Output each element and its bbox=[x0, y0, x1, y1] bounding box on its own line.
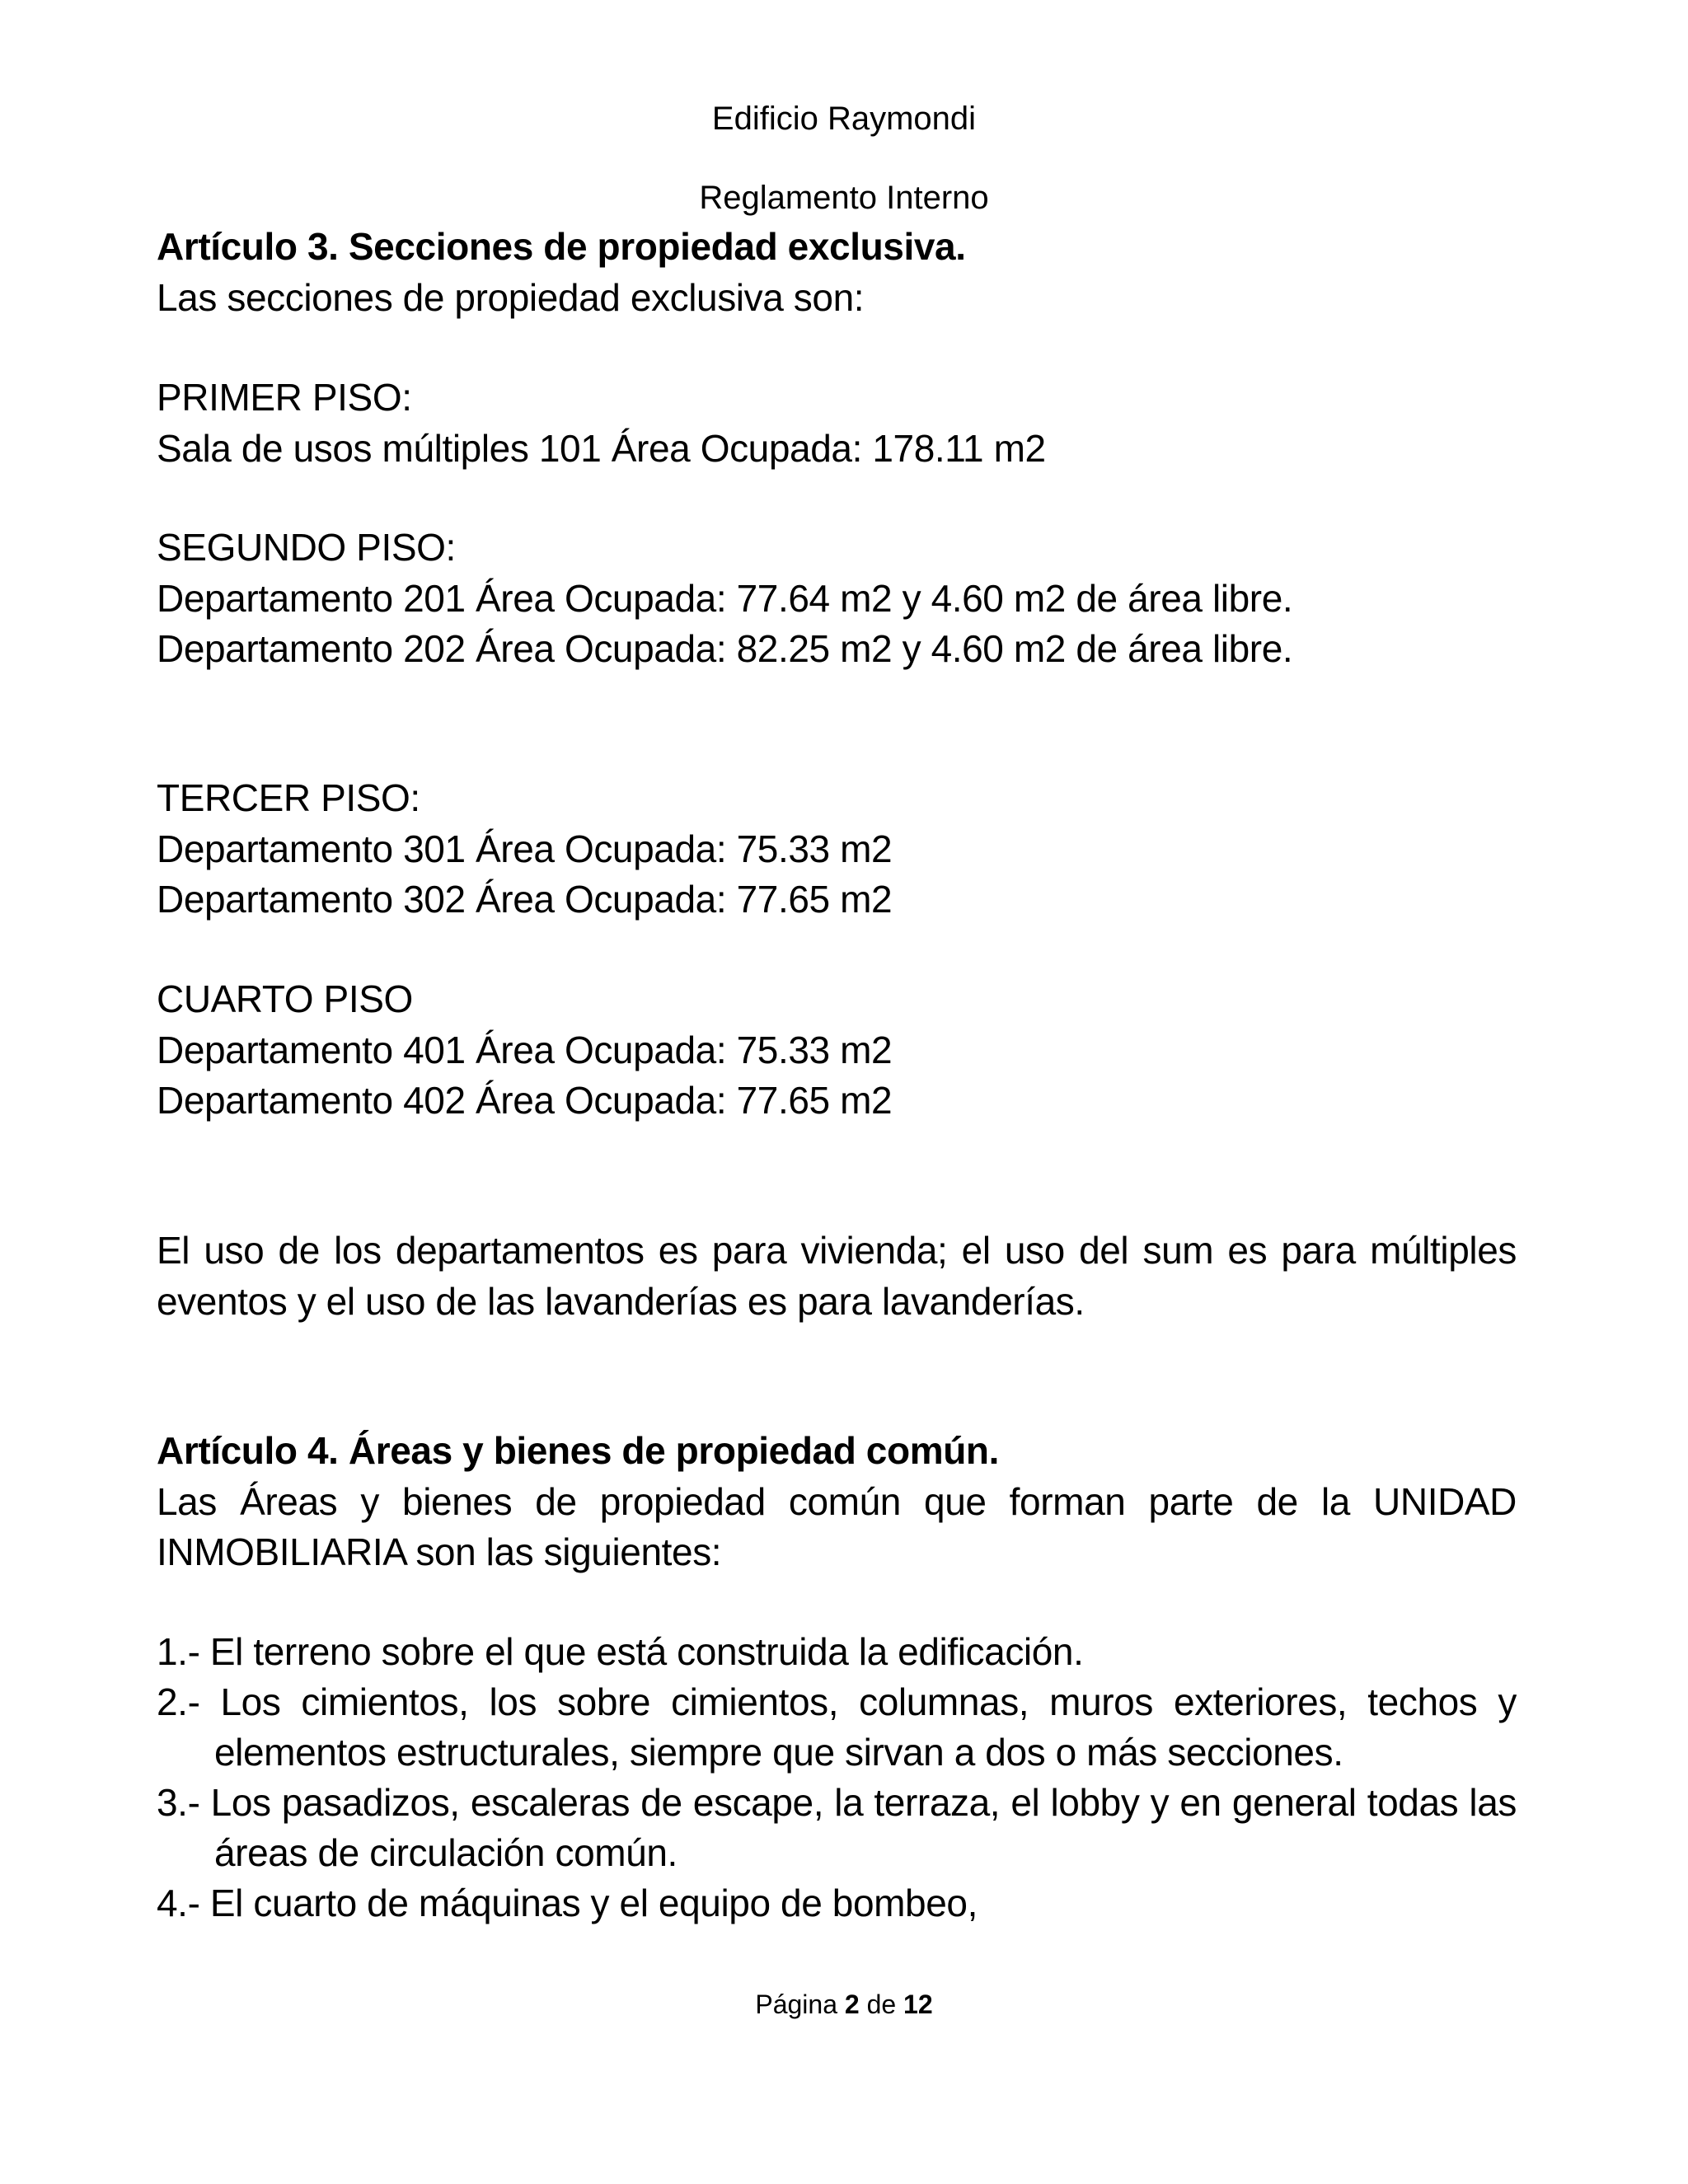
usage-paragraph-line-2: eventos y el uso de las lavanderías es para lavanderías. bbox=[157, 1280, 1085, 1323]
list-item-2-line-1: 2.- Los cimientos, los sobre cimientos, columnas, muros exteriores, techos y bbox=[157, 1680, 1517, 1723]
unit-line-202: Departamento 202 Área Ocupada: 82.25 m2 y 4.60 m2 de área libre. bbox=[157, 627, 1293, 670]
page-footer bbox=[0, 1988, 1688, 2021]
page-word: Página bbox=[755, 1990, 837, 2019]
floor-heading-cuarto: CUARTO PISO bbox=[157, 977, 413, 1020]
article-4-intro-line-1: Las Áreas y bienes de propiedad común que forman parte de la UNIDAD bbox=[157, 1480, 1517, 1523]
list-item-3-line-1: 3.- Los pasadizos, escaleras de escape, la terraza, el lobby y en general todas las bbox=[157, 1781, 1517, 1824]
floor-heading-tercer: TERCER PISO: bbox=[157, 776, 420, 819]
article-4-intro-line-2: INMOBILIARIA son las siguientes: bbox=[157, 1530, 722, 1573]
list-item-3-line-2: áreas de circulación común. bbox=[214, 1831, 678, 1874]
page-current-number: 2 bbox=[844, 1990, 860, 2019]
of-word: de bbox=[866, 1990, 897, 2019]
unit-line-301: Departamento 301 Área Ocupada: 75.33 m2 bbox=[157, 827, 893, 870]
unit-line-402: Departamento 402 Área Ocupada: 77.65 m2 bbox=[157, 1079, 893, 1122]
document-header-subtitle: Reglamento Interno bbox=[699, 180, 989, 216]
unit-line-101: Sala de usos múltiples 101 Área Ocupada: 178.11 m2 bbox=[157, 427, 1046, 470]
list-item-1: 1.- El terreno sobre el que está construida la edificación. bbox=[157, 1630, 1084, 1673]
floor-heading-primer: PRIMER PISO: bbox=[157, 376, 412, 419]
article-4-heading: Artículo 4. Áreas y bienes de propiedad común. bbox=[157, 1429, 999, 1472]
floor-heading-segundo: SEGUNDO PISO: bbox=[157, 526, 456, 569]
page-total-number: 12 bbox=[903, 1990, 933, 2019]
list-item-4: 4.- El cuarto de máquinas y el equipo de bombeo, bbox=[157, 1882, 978, 1924]
document-header-title: Edificio Raymondi bbox=[711, 101, 977, 137]
usage-paragraph-line-1: El uso de los departamentos es para vivienda; el uso del sum es para múltiples bbox=[157, 1229, 1517, 1272]
unit-line-302: Departamento 302 Área Ocupada: 77.65 m2 bbox=[157, 878, 893, 921]
article-3-heading: Artículo 3. Secciones de propiedad exclusiva. bbox=[157, 225, 966, 268]
article-3-intro: Las secciones de propiedad exclusiva son: bbox=[157, 276, 865, 319]
list-item-2-line-2: elementos estructurales, siempre que sirvan a dos o más secciones. bbox=[214, 1731, 1343, 1774]
unit-line-401: Departamento 401 Área Ocupada: 75.33 m2 bbox=[157, 1029, 893, 1071]
unit-line-201: Departamento 201 Área Ocupada: 77.64 m2 y 4.60 m2 de área libre. bbox=[157, 577, 1293, 620]
